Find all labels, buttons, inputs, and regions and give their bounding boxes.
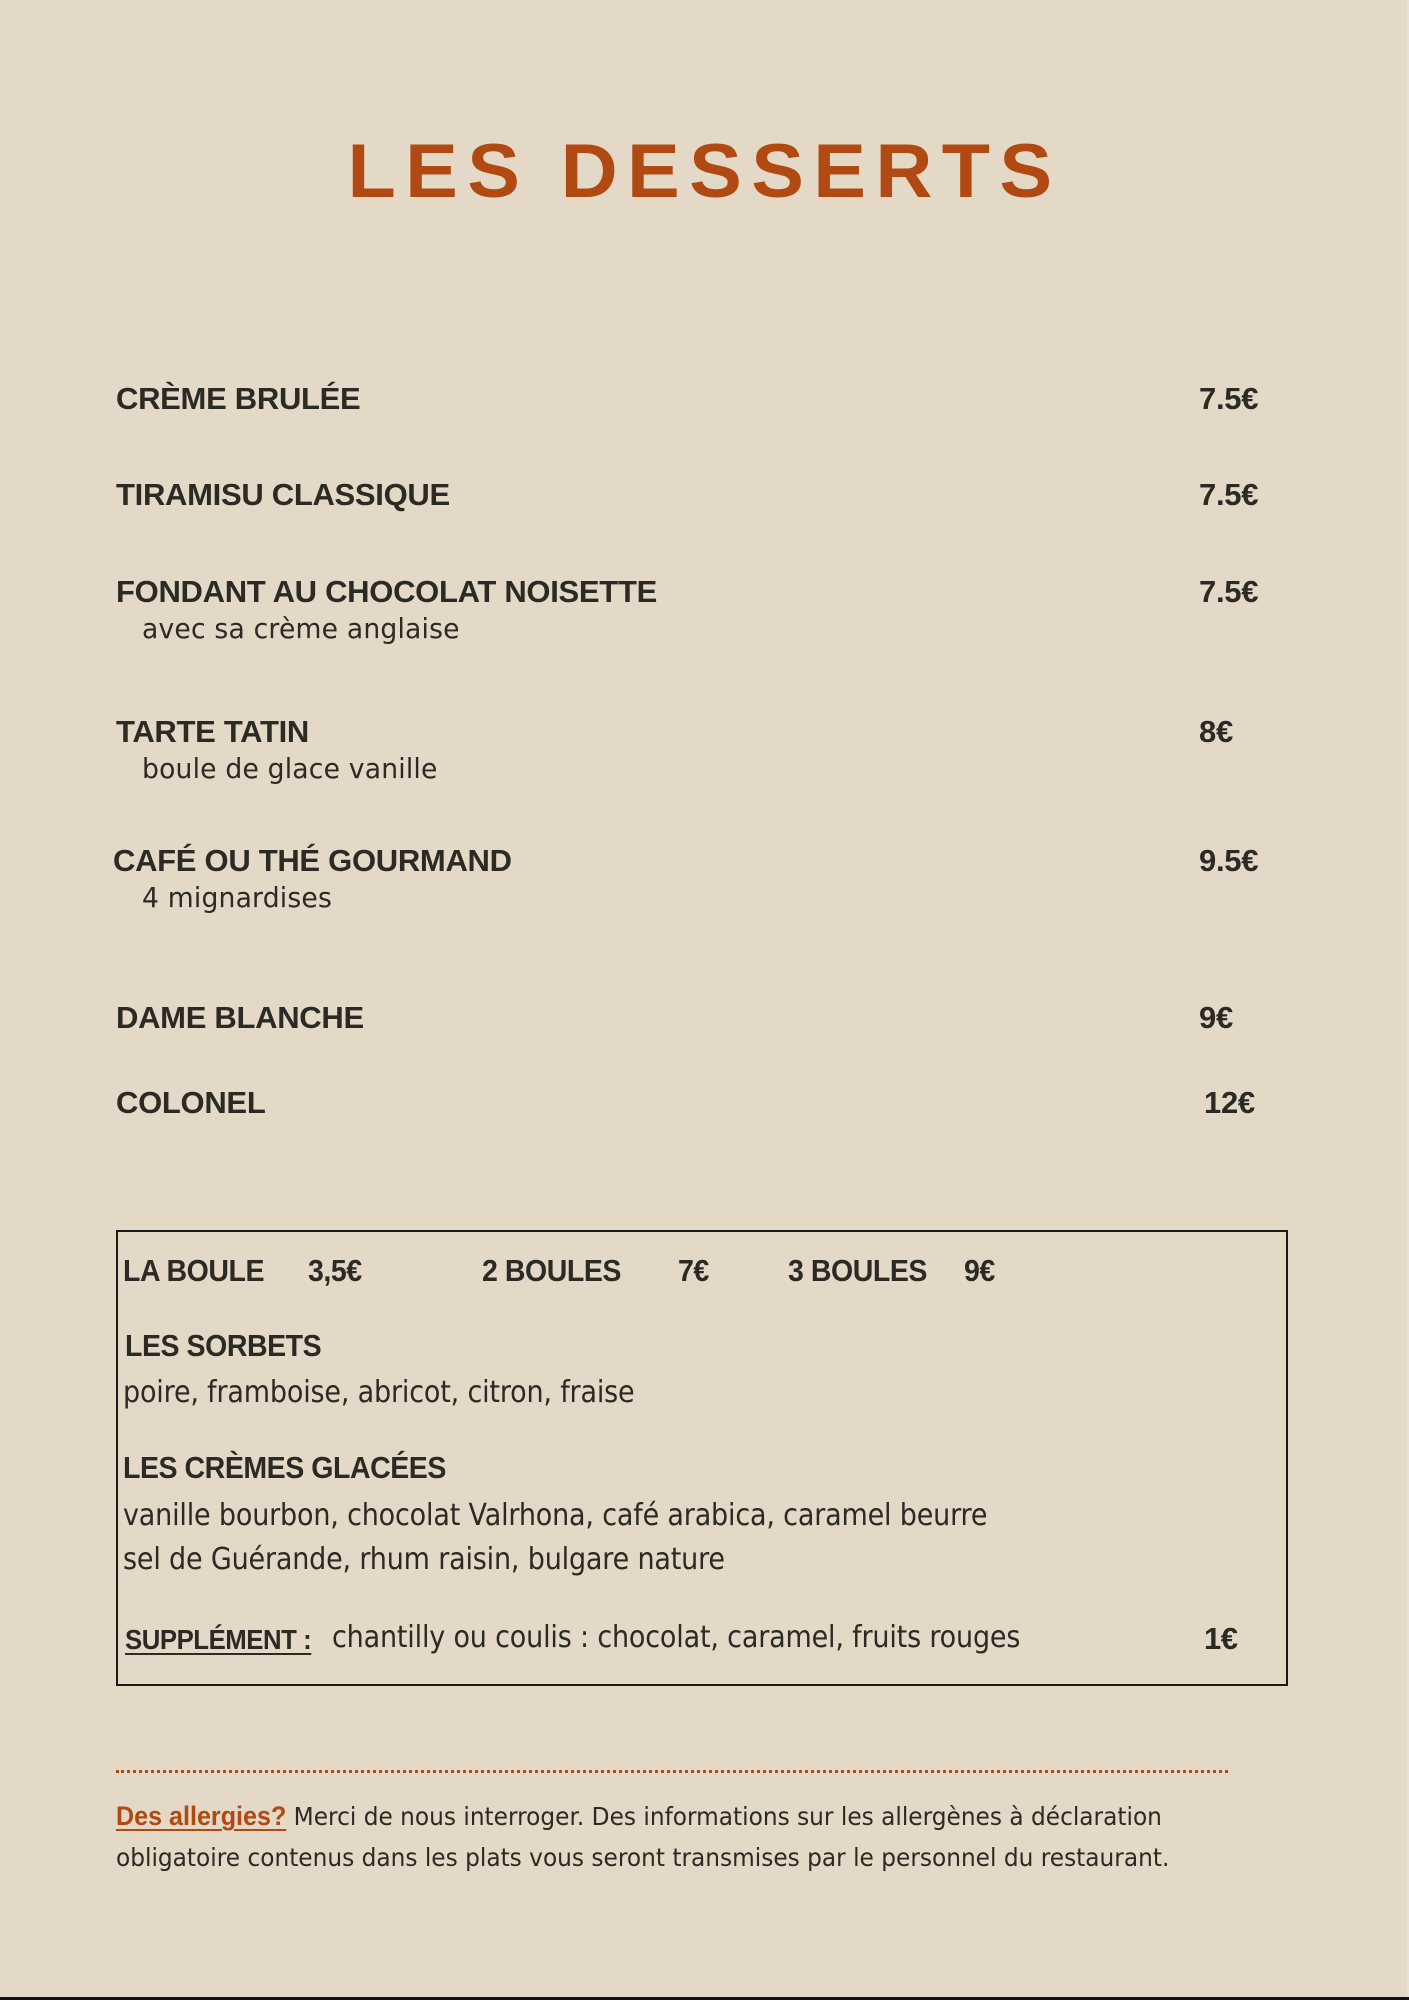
dessert-price: 9.5€: [1199, 843, 1259, 878]
allergy-notice: [116, 1796, 1232, 1878]
dessert-description: 4 mignardises: [142, 881, 333, 914]
pricing-label: 2 BOULES: [482, 1253, 621, 1288]
dessert-name: CRÈME BRULÉE: [116, 381, 361, 416]
dessert-price: 8€: [1199, 714, 1233, 749]
dessert-name: CAFÉ OU THÉ GOURMAND: [113, 843, 512, 878]
supplement-label: SUPPLÉMENT :: [125, 1624, 312, 1655]
dessert-description: boule de glace vanille: [142, 752, 438, 785]
allergy-text: Merci de nous interroger. Des informations sur les allergènes à déclaration obligatoire contenus dans les plats vous seront transmises par le personnel du restaurant.: [116, 1802, 1170, 1872]
ice-cream-box: [116, 1230, 1288, 1686]
dessert-name: TARTE TATIN: [116, 714, 309, 749]
cremes-glacees-flavors: vanille bourbon, chocolat Valrhona, café arabica, caramel beurre: [123, 1498, 988, 1533]
pricing-price: 9€: [964, 1253, 995, 1288]
dessert-name: COLONEL: [116, 1085, 266, 1120]
pricing-price: 3,5€: [308, 1253, 362, 1288]
pricing-label: LA BOULE: [123, 1253, 265, 1288]
dessert-name: FONDANT AU CHOCOLAT NOISETTE: [116, 574, 657, 609]
supplement-price: 1€: [1204, 1621, 1238, 1656]
pricing-price: 7€: [678, 1253, 709, 1288]
dessert-price: 12€: [1204, 1085, 1255, 1120]
pricing-label: 3 BOULES: [788, 1253, 927, 1288]
sorbets-flavors: poire, framboise, abricot, citron, fraise: [123, 1375, 635, 1410]
dessert-name: TIRAMISU CLASSIQUE: [116, 477, 450, 512]
supplement-text: chantilly ou coulis : chocolat, caramel, fruits rouges: [332, 1620, 1021, 1655]
page-title: LES DESSERTS: [347, 129, 1062, 214]
dessert-price: 7.5€: [1199, 477, 1259, 512]
sorbets-heading: LES SORBETS: [125, 1328, 322, 1363]
cremes-glacees-flavors: sel de Guérande, rhum raisin, bulgare nature: [123, 1542, 725, 1577]
dessert-price: 7.5€: [1199, 574, 1259, 609]
dotted-divider: [116, 1770, 1228, 1773]
dessert-name: DAME BLANCHE: [116, 1000, 364, 1035]
allergy-link[interactable]: Des allergies?: [116, 1801, 287, 1831]
dessert-price: 9€: [1199, 1000, 1233, 1035]
dessert-description: avec sa crème anglaise: [142, 612, 460, 645]
dessert-price: 7.5€: [1199, 381, 1259, 416]
cremes-glacees-heading: LES CRÈMES GLACÉES: [123, 1450, 446, 1485]
